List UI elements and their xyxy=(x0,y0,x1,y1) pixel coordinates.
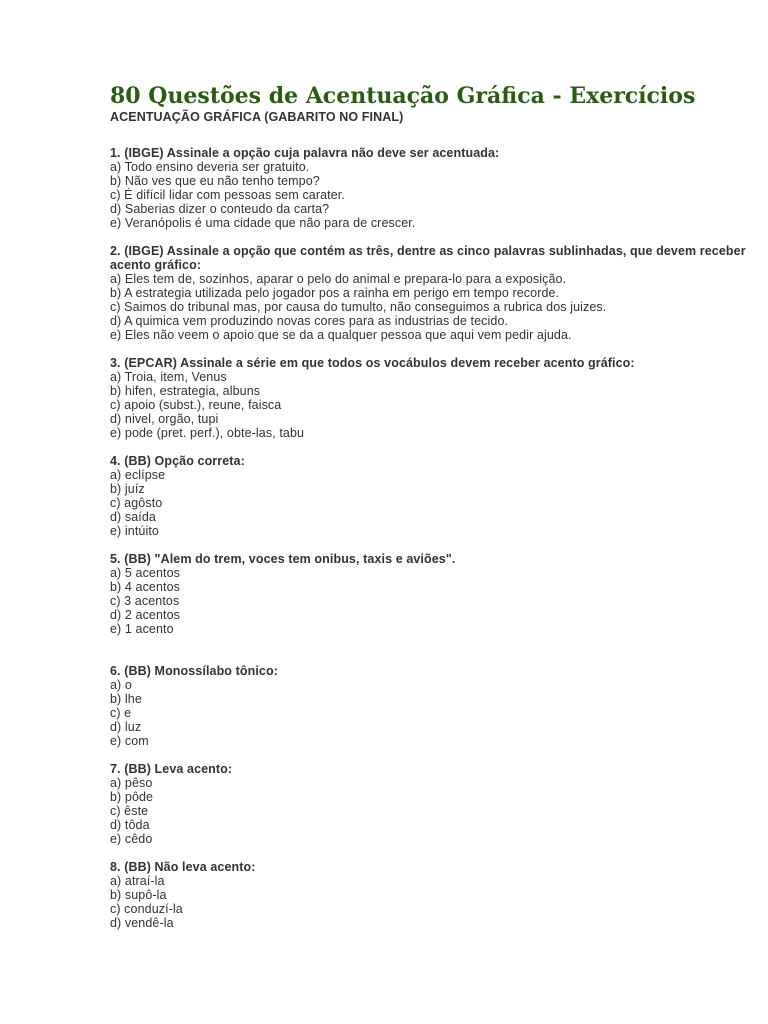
question-3 xyxy=(110,356,635,440)
option-b: b) Não ves que eu não tenho tempo? xyxy=(110,174,320,188)
option-d: d) tôda xyxy=(110,818,150,832)
question-8 xyxy=(110,860,256,930)
option-e: e) Veranópolis é uma cidade que não para de crescer. xyxy=(110,216,416,230)
option-d: d) 2 acentos xyxy=(110,608,180,622)
question-5 xyxy=(110,552,455,636)
document-page xyxy=(110,82,750,930)
option-a: a) Todo ensino deveria ser gratuito. xyxy=(110,160,310,174)
question-title: 1. (IBGE) Assinale a opção cuja palavra não deve ser acentuada: xyxy=(110,146,500,160)
option-d: d) saída xyxy=(110,510,156,524)
question-title: 7. (BB) Leva acento: xyxy=(110,762,233,776)
option-e: e) pode (pret. perf.), obte-las, tabu xyxy=(110,426,305,440)
question-7 xyxy=(110,762,232,846)
question-title: 6. (BB) Monossílabo tônico: xyxy=(110,664,278,678)
option-b: b) juíz xyxy=(110,482,145,496)
option-a: a) o xyxy=(110,678,132,692)
option-b: b) pôde xyxy=(110,790,154,804)
question-title: 2. (IBGE) Assinale a opção que contém as três, dentre as cinco palavras sublinhadas, que devem receber acento gráfico: xyxy=(110,244,746,272)
question-6 xyxy=(110,664,278,748)
document-subtitle: ACENTUAÇÃO GRÁFICA (GABARITO NO FINAL) xyxy=(110,110,404,124)
option-a: a) Eles tem de, sozinhos, aparar o pelo do animal e prepara-lo para a exposição. xyxy=(110,272,567,286)
option-d: d) A quimica vem produzindo novas cores para as industrias de tecido. xyxy=(110,314,509,328)
question-title: 4. (BB) Opção correta: xyxy=(110,454,245,468)
option-d: d) vendê-la xyxy=(110,916,174,930)
option-e: e) com xyxy=(110,734,149,748)
question-2 xyxy=(110,244,750,342)
option-e: e) Eles não veem o apoio que se da a qualquer pessoa que aqui vem pedir ajuda. xyxy=(110,328,572,342)
option-b: b) 4 acentos xyxy=(110,580,180,594)
option-a: a) 5 acentos xyxy=(110,566,180,580)
option-c: c) conduzí-la xyxy=(110,902,183,916)
option-c: c) agôsto xyxy=(110,496,163,510)
option-c: c) Saimos do tribunal mas, por causa do tumulto, não conseguimos a rubrica dos juizes. xyxy=(110,300,607,314)
option-d: d) nivel, orgão, tupi xyxy=(110,412,219,426)
option-c: c) êste xyxy=(110,804,149,818)
option-a: a) pêso xyxy=(110,776,153,790)
question-1 xyxy=(110,146,499,230)
option-b: b) hifen, estrategia, albuns xyxy=(110,384,261,398)
question-title: 8. (BB) Não leva acento: xyxy=(110,860,256,874)
option-c: c) 3 acentos xyxy=(110,594,180,608)
option-c: c) apoio (subst.), reune, faisca xyxy=(110,398,282,412)
option-a: a) atraí-la xyxy=(110,874,165,888)
option-b: b) A estrategia utilizada pelo jogador pos a rainha em perigo em tempo recorde. xyxy=(110,286,560,300)
option-c: c) É difícil lidar com pessoas sem carater. xyxy=(110,188,345,202)
option-d: d) Saberias dizer o conteudo da carta? xyxy=(110,202,330,216)
option-b: b) supô-la xyxy=(110,888,167,902)
option-e: e) intúito xyxy=(110,524,159,538)
question-title: 3. (EPCAR) Assinale a série em que todos os vocábulos devem receber acento gráfico: xyxy=(110,356,635,370)
question-4 xyxy=(110,454,245,538)
option-c: c) e xyxy=(110,706,132,720)
option-a: a) eclípse xyxy=(110,468,166,482)
document-title: 80 Questões de Acentuação Gráfica - Exercícios xyxy=(110,83,696,109)
option-e: e) cêdo xyxy=(110,832,153,846)
option-a: a) Troia, item, Venus xyxy=(110,370,227,384)
option-b: b) lhe xyxy=(110,692,142,706)
option-d: d) luz xyxy=(110,720,142,734)
option-e: e) 1 acento xyxy=(110,622,174,636)
question-title: 5. (BB) "Alem do trem, voces tem onibus, taxis e aviões". xyxy=(110,552,456,566)
